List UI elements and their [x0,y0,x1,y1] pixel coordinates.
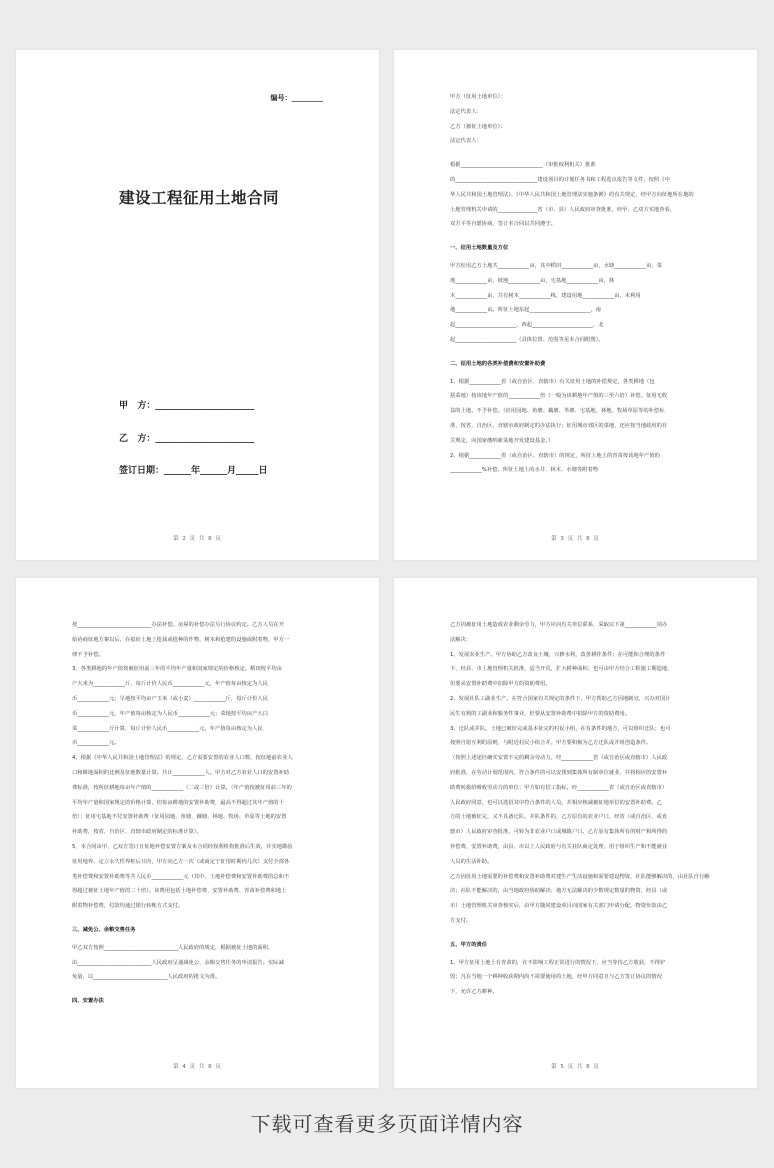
page-number: 第 3 页 共 8 页 [551,536,600,542]
paragraph-line: 起_______________________（具体位置、范围等见本合同附图）。 [450,336,604,343]
paragraph-line: 方支付。 [450,917,472,924]
paragraph-line: 乙方（被征土地单位）： [450,123,506,130]
paragraph-line: 甲方（征用土地单位）： [450,94,506,100]
section-heading: 一、征用土地数量及方位 [450,245,509,252]
paragraph-line: 口和耕地面积的比例及征地数量计算，共计____________人。甲方对乙方农业人口的安置补助 [72,769,290,776]
contract-title: 建设工程征用土地合同 [119,189,280,207]
party-b-line: 乙 方：______________________ [119,434,255,444]
paragraph-line: 关规定，向国家缴纳新菜地开发建设基金。） [450,437,554,444]
paragraph-line: 4、根据《中华人民共和国土地管理法》的规定，乙方需要安置的农业人口数，按征地前农业人 [72,755,293,762]
paragraph-line: 决；社队不能解决的，由当地政府协助解决；地方无法解决的少数规定数量的物资，经县（或 [450,888,668,895]
section-heading: 五、甲方的责任 [450,941,488,948]
page-number: 第 2 页 共 8 页 [173,536,222,542]
paragraph-line: 币____________元。 [72,740,120,747]
paragraph-line: 府批准，在劳动计划范围内，符合条件的可以安排到集体所有制单位就业，并将相应的安置补 [450,769,668,776]
paragraph-line: ____________%补偿。所征土地上的水井、林木、水塘等附着物 [450,467,599,474]
contract-page-5 [394,578,757,1088]
page-number: 第 4 页 共 8 页 [173,1064,222,1070]
page-body [450,618,727,1000]
page-number: 第 5 页 共 8 页 [551,1064,600,1070]
paragraph-line: 根据_______________________________（审批权利机关）批准 [450,162,596,169]
paragraph-line: 费标准，按所征耕地每亩年产值的____________（二或三倍）计算。（年产值按被征用前三年的 [72,784,292,791]
page-body [450,90,727,478]
paragraph-line: 币____________元；旱地按平均亩产玉米（或小麦）____________斤，每斤计价人民 [72,695,268,702]
paragraph-line: 类补偿费和安置补助费等共人民币____________元（其中，土地补偿费和安置补助费的总和不 [72,873,290,880]
serial-number-label: 编号：_________ [270,94,323,102]
contract-page-3 [394,50,757,560]
paragraph-line: 土地管理机关申请的_______________省（市、县）人民政府审查批准，经甲、乙双方实地查看， [450,206,676,213]
paragraph-line: 始协商征地方案以后，在拟征土地上抢栽或抢种的作物、树木和抢建的设施或附着物，甲方一 [72,636,290,643]
paragraph-line: 甲乙双方按照____________________________人民政府的规定，根据被征土地的面积， [72,944,274,951]
paragraph-line: 得超过被征土地年产值的二十倍）。该费用包括土地补偿费、安置补助费、青苗补偿费和地上 [72,888,287,895]
paragraph-line: 地____________亩，坡地____________亩，宅基地____________亩，林 [450,277,615,284]
party-a-line: 甲 方：______________________ [119,401,255,411]
paragraph-line: 方的土地被征完，又不具备迁队、并队条件的，乙方原有的农业户口，经省（或自治区，或直 [450,814,668,821]
paragraph-line: 法解决： [450,636,472,643]
paragraph-line: 华人民共和国土地管理法》、《中华人民共和国土地管理法实施条例》的有关规定，经甲方向征地所在地的 [450,191,694,198]
paragraph-line: 补助费，按省、自治区、直辖市政府制定的标准计算）。 [72,829,202,836]
paragraph-line: 益的土地，不予补偿。（征用园地、鱼塘、藕塘、苇塘、宅基地、林地、牧场草原等的补偿标 [450,408,665,415]
section-heading: 二、征用土地的各类补偿费和安置补助费 [450,360,546,367]
paragraph-line: 的_______________________________建设项目的计划任务书和工程选点报告等文件，按照《中 [450,176,670,183]
paragraph-line: 准，按省、自治区、直辖市政府制定的办法执行；征用城市郊区的菜地，还应按当地政府的有 [450,422,668,429]
paragraph-line: 下，经县、市土地管理机关批准，适当开荒，扩大耕种面积；也可由甲方结合工程施工期造地， [450,666,673,673]
paragraph-line: 免量，以____________________________人民政府的批文为准。 [72,974,221,981]
paragraph-line: 2、发展社队工副业生产。在符合国家有关规定的条件下，甲方帮助乙方因地制宜，兴办对国计 [450,695,671,702]
paragraph-line: 甲方征用乙方土地共____________亩，其中稻田____________亩，水塘____________亩，菜 [450,262,662,269]
paragraph-line: 平均年产量和国家规定的价格计算，但每亩耕地的安置补助费，最高不得超过其年产值的十 [72,799,284,806]
paragraph-line: 法定代表人： [450,108,482,115]
paragraph-line: 3、迁队或并队。土地已被征完或基本征完的村民小组，在有条件的地方，可以组织迁队；也可 [450,725,671,732]
paragraph-line: 辖市）人民政府审查批准，可转为非农业户口或城镇户口。乙方原有集体所有的财产和所得的 [450,829,668,836]
paragraph-line: 3、各类耕地的年产值按被征用前三年的平均年产量和国家规定的价格核定。稻田按平均亩 [72,666,282,673]
paragraph-line: 1、甲方征用土地上有青苗的，在不影响工程正常进行的情况下，应当等待乙方收获，不得铲 [450,959,666,966]
paragraph-line: 币____________元，年产值每亩核定为人民币____________元；菜地按平均亩产大白 [72,710,268,717]
paragraph-line: 乙方因征用土地需要的补偿费和安置补助费对建生产生活设施和需要建设物资，社队能够解决的，由社队自行解 [450,873,710,880]
download-prompt[interactable]: 下载可查看更多页面详情内容 [250,1112,524,1136]
paragraph-line: 附着物补偿费，付款均通过银行转帐方式支付。 [72,903,184,910]
paragraph-line: 地____________亩。所征土地东起_______________________，南 [450,307,601,314]
paragraph-line: 人员的生活补助。 [450,858,493,865]
paragraph-line: 民生有利的工副业和服务性事业，但要从安置补助费中扣除甲方的资助费用。 [450,710,631,717]
sign-date-line: 签订日期：______年______月_____日 [119,466,268,476]
paragraph-line: 1、根据____________省（或自治区、直辖市）有关征用土地的补偿规定，各类耕地（包 [450,378,655,385]
paragraph-line: 征用地界、定立永久性界桩后日内，甲方向乙方一次（或商定于征用时期内几次）支付全部各 [72,858,290,865]
paragraph-line: 市）土地管理机关审查核实后，由甲方随同建设项目向国家有关部门申请分配，物资价款由乙 [450,903,668,910]
paragraph-line: 助费转拨给吸收劳动力的单位；甲方如有招工指标，经____________省（或自治区或直辖市） [450,784,668,791]
paragraph-line: 按____________________________办法补偿。房屋的补偿办法另行协议约定。乙方人员在开 [72,622,284,628]
paragraph-line: 产大米为____________斤，每斤计价人民币____________元，年产值每亩核定为人民 [72,681,268,688]
paragraph-line: 按照自愿互利的原则，与附近村民小组合并。甲方要积极为乙方迁队或并组创造条件。 [450,740,652,747]
paragraph-line: 倍）；征用宅基地不付安置补助费（征用园地、鱼塘、藕塘、林地、牧场、草原等土地的安置 [72,814,287,821]
paragraph-line: 律不予补偿。 [72,651,104,658]
paragraph-line: 1、发展农业生产。甲方协助乙方改良土壤，兴修水利，改善耕作条件；在可能和合理的条件 [450,651,666,658]
section-heading: 四、安置办法 [72,998,104,1005]
paragraph-line: 起_______________________，西起_______________________，北 [450,322,604,329]
paragraph-line: 法定代表人： [450,138,482,145]
paragraph-line: 人民政府同意，也可以选招其中符合条件的人员，并相应核减被征地单位的安置补助费。乙 [450,799,662,806]
paragraph-line: 下，允许乙方耕种。 [450,989,498,996]
contract-page-4 [16,578,379,1088]
paragraph-line: 由____________________________人民政府呈递减免公、余粮交售任务的申请报告。实际减 [72,959,284,966]
paragraph-line: 毁；凡在当地一个耕种收获期内尚不需要使用的土地，经甲方同意且与乙方签订协议的情况 [450,974,662,981]
page-body [72,618,349,1012]
cover-page [16,50,379,560]
paragraph-line: 但要从安置补助费中扣除甲方的资助费用。 [450,681,551,688]
section-heading: 三、减免公、余粮交售任务 [72,926,136,933]
paragraph-line: 双方平等自愿协商，签订本合同以共同遵守。 [450,221,556,228]
paragraph-line: 括菜地）按该地年产值的____________倍（一般为该耕地年产值的三至六倍）补偿。征用无收 [450,393,668,400]
paragraph-line: （按照上述途径确实安置不完的剩余劳动力，经____________省（或自治区或直辖市）人民政 [450,755,668,762]
paragraph-line: 菜____________斤计算，每斤计价人民币____________元，年产值每亩核定为人民 [72,725,263,732]
paragraph-line: 木____________亩，共有树木____________株，建设用地____________亩，未利用 [450,292,641,299]
paragraph-line: 2、根据____________省（或自治区、直辖市）的规定，所征土地上的青苗按该地年产值的 [450,452,660,459]
paragraph-line: 补偿费、安置补助费，由县、市以上人民政府与有关社队商定处理，用于组织生产和不能就业 [450,843,668,850]
paragraph-line: 5、本合同由甲、乙双方签订且征地补偿安置方案及本合同经权利机构批准后生效，并实地勘验 [72,843,293,850]
paragraph-line: 乙方因被征用土地造成农业剩余劳力，甲方应向有关单位联系，采取以下第____________项办 [450,622,668,628]
